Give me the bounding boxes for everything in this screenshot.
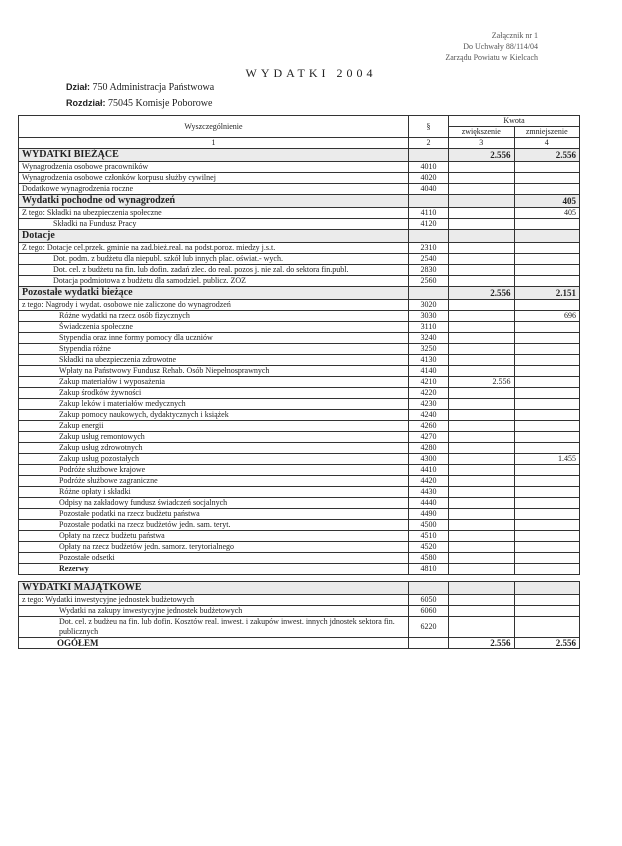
table-row xyxy=(19,553,580,564)
row-increase: 2.556 xyxy=(449,377,515,388)
row-increase xyxy=(449,208,515,219)
row-decrease xyxy=(514,162,580,173)
annex-line-2: Do Uchwały 88/114/04 xyxy=(463,42,538,51)
table-row xyxy=(19,476,580,487)
row-increase: 2.556 xyxy=(449,638,515,649)
row-paragraph: 6060 xyxy=(409,606,449,617)
row-description: Odpisy na zakładowy fundusz świadczeń socjalnych xyxy=(19,498,409,509)
row-decrease xyxy=(514,219,580,230)
section-row xyxy=(19,230,580,243)
row-paragraph: 2540 xyxy=(409,254,449,265)
table-row xyxy=(19,243,580,254)
row-description: Pozostałe podatki na rzecz budżetu państwa xyxy=(19,509,409,520)
row-increase xyxy=(449,173,515,184)
row-description: WYDATKI BIEŻĄCE xyxy=(19,149,409,162)
table-row xyxy=(19,265,580,276)
row-paragraph: 3250 xyxy=(409,344,449,355)
row-description: Świadczenia społeczne xyxy=(19,322,409,333)
row-increase xyxy=(449,595,515,606)
row-decrease xyxy=(514,388,580,399)
row-increase xyxy=(449,421,515,432)
row-increase xyxy=(449,617,515,638)
expenditure-table xyxy=(18,115,580,649)
row-increase xyxy=(449,432,515,443)
row-paragraph: 2560 xyxy=(409,276,449,287)
row-paragraph: 3110 xyxy=(409,322,449,333)
row-description: Pozostałe podatki na rzecz budżetów jedn. sam. teryt. xyxy=(19,520,409,531)
table-header-row xyxy=(19,116,580,127)
row-decrease xyxy=(514,432,580,443)
row-paragraph: 4500 xyxy=(409,520,449,531)
row-increase xyxy=(449,582,515,595)
table-row xyxy=(19,162,580,173)
row-description: Zakup energii xyxy=(19,421,409,432)
row-decrease xyxy=(514,465,580,476)
row-increase xyxy=(449,355,515,366)
table-row xyxy=(19,300,580,311)
row-description: Stypendia różne xyxy=(19,344,409,355)
row-increase xyxy=(449,465,515,476)
row-description: Wydatki pochodne od wynagrodzeń xyxy=(19,195,409,208)
row-decrease xyxy=(514,531,580,542)
row-decrease xyxy=(514,377,580,388)
row-decrease: 405 xyxy=(514,208,580,219)
row-description: Zakup leków i materiałów medycznych xyxy=(19,399,409,410)
row-decrease: 2.556 xyxy=(514,149,580,162)
row-decrease xyxy=(514,509,580,520)
row-decrease xyxy=(514,344,580,355)
row-description: Składki na ubezpieczenia zdrowotne xyxy=(19,355,409,366)
row-increase xyxy=(449,399,515,410)
row-decrease xyxy=(514,173,580,184)
row-description: Różne opłaty i składki xyxy=(19,487,409,498)
row-decrease xyxy=(514,487,580,498)
row-description: Pozostałe odsetki xyxy=(19,553,409,564)
row-increase xyxy=(449,195,515,208)
row-description: Pozostałe wydatki bieżące xyxy=(19,287,409,300)
row-description: WYDATKI MAJĄTKOWE xyxy=(19,582,409,595)
row-decrease xyxy=(514,564,580,575)
row-decrease xyxy=(514,184,580,195)
chapter-line xyxy=(66,98,212,109)
table-row xyxy=(19,322,580,333)
column-number-3: 3 xyxy=(449,138,515,149)
row-increase xyxy=(449,509,515,520)
header-decrease: zmniejszenie xyxy=(514,127,580,138)
column-number-2: 2 xyxy=(409,138,449,149)
row-paragraph: 4810 xyxy=(409,564,449,575)
row-paragraph: 4020 xyxy=(409,173,449,184)
row-increase xyxy=(449,498,515,509)
row-description: Różne wydatki na rzecz osób fizycznych xyxy=(19,311,409,322)
row-increase: 2.556 xyxy=(449,149,515,162)
row-increase xyxy=(449,388,515,399)
row-paragraph: 4280 xyxy=(409,443,449,454)
page-title: WYDATKI 2004 xyxy=(245,66,377,80)
row-description: Wynagrodzenia osobowe członków korpusu służby cywilnej xyxy=(19,173,409,184)
row-paragraph: 4270 xyxy=(409,432,449,443)
row-paragraph: 6220 xyxy=(409,617,449,638)
row-description: Dot. cel. z budżeu na fin. lub dofin. Kosztów real. inwest. i zakupów inwest. innych jdnostek sektora fin. publicznych xyxy=(19,617,409,638)
row-increase: 2.556 xyxy=(449,287,515,300)
row-decrease xyxy=(514,333,580,344)
table-row xyxy=(19,410,580,421)
row-description: Dot. cel. z budżetu na fin. lub dofin. zadań zlec. do real. pozos j. nie zal. do sektora fin.publ. xyxy=(19,265,409,276)
row-paragraph xyxy=(409,638,449,649)
row-decrease xyxy=(514,322,580,333)
row-decrease xyxy=(514,254,580,265)
row-decrease xyxy=(514,230,580,243)
row-description: z tego: Nagrody i wydat. osobowe nie zaliczone do wynagrodzeń xyxy=(19,300,409,311)
row-increase xyxy=(449,542,515,553)
row-description: Dot. podm. z budżetu dla niepubl. szkół lub innych plac. oświat.- wych. xyxy=(19,254,409,265)
division-line xyxy=(66,82,214,93)
row-increase xyxy=(449,162,515,173)
row-increase xyxy=(449,520,515,531)
row-increase xyxy=(449,443,515,454)
header-increase: zwiększenie xyxy=(449,127,515,138)
row-description: Zakup pomocy naukowych, dydaktycznych i książek xyxy=(19,410,409,421)
row-decrease xyxy=(514,595,580,606)
row-decrease xyxy=(514,476,580,487)
row-increase xyxy=(449,311,515,322)
table-row xyxy=(19,606,580,617)
row-paragraph: 4220 xyxy=(409,388,449,399)
section-row xyxy=(19,195,580,208)
row-paragraph: 4110 xyxy=(409,208,449,219)
row-increase xyxy=(449,531,515,542)
row-paragraph: 2830 xyxy=(409,265,449,276)
table-row xyxy=(19,617,580,638)
table-row xyxy=(19,399,580,410)
table-row xyxy=(19,520,580,531)
row-description: Zakup usług remontowych xyxy=(19,432,409,443)
row-description: Wpłaty na Państwowy Fundusz Rehab. Osób Niepełnosprawnych xyxy=(19,366,409,377)
annex-note xyxy=(445,30,538,63)
row-description: Zakup usług pozostałych xyxy=(19,454,409,465)
total-row xyxy=(19,638,580,649)
header-paragraph: § xyxy=(409,116,449,138)
row-decrease xyxy=(514,542,580,553)
row-paragraph: 4410 xyxy=(409,465,449,476)
row-paragraph: 4120 xyxy=(409,219,449,230)
row-description: Wydatki na zakupy inwestycyjne jednostek budżetowych xyxy=(19,606,409,617)
row-increase xyxy=(449,265,515,276)
row-increase xyxy=(449,410,515,421)
table-row xyxy=(19,465,580,476)
row-paragraph: 4260 xyxy=(409,421,449,432)
row-decrease xyxy=(514,421,580,432)
row-paragraph: 3030 xyxy=(409,311,449,322)
section-row xyxy=(19,582,580,595)
division-label: Dział: xyxy=(66,82,91,92)
chapter-label: Rozdział: xyxy=(66,98,106,108)
column-number-4: 4 xyxy=(514,138,580,149)
table-row xyxy=(19,184,580,195)
row-paragraph: 4490 xyxy=(409,509,449,520)
row-paragraph: 4140 xyxy=(409,366,449,377)
row-paragraph: 2310 xyxy=(409,243,449,254)
table-row xyxy=(19,509,580,520)
row-description: Zakup usług zdrowotnych xyxy=(19,443,409,454)
row-description: Podróże służbowe krajowe xyxy=(19,465,409,476)
table-row xyxy=(19,344,580,355)
row-description: OGÓŁEM xyxy=(19,638,409,649)
row-decrease xyxy=(514,606,580,617)
chapter-value: 75045 Komisje Poborowe xyxy=(108,98,213,109)
row-increase xyxy=(449,243,515,254)
table-row xyxy=(19,498,580,509)
row-paragraph: 4440 xyxy=(409,498,449,509)
row-description: Dotacja podmiotowa z budżetu dla samodziel. publicz. ZOZ xyxy=(19,276,409,287)
table-gap-row xyxy=(19,575,580,582)
row-paragraph: 6050 xyxy=(409,595,449,606)
table-row xyxy=(19,377,580,388)
table-row xyxy=(19,276,580,287)
table-row xyxy=(19,564,580,575)
row-decrease: 405 xyxy=(514,195,580,208)
row-decrease xyxy=(514,276,580,287)
row-decrease xyxy=(514,410,580,421)
row-decrease xyxy=(514,498,580,509)
row-paragraph xyxy=(409,582,449,595)
row-increase xyxy=(449,564,515,575)
row-increase xyxy=(449,454,515,465)
table-row xyxy=(19,531,580,542)
section-row xyxy=(19,149,580,162)
row-paragraph: 4430 xyxy=(409,487,449,498)
row-description: Stypendia oraz inne formy pomocy dla uczniów xyxy=(19,333,409,344)
row-paragraph: 4040 xyxy=(409,184,449,195)
row-description: Składki na Fundusz Pracy xyxy=(19,219,409,230)
row-decrease xyxy=(514,582,580,595)
table-row xyxy=(19,366,580,377)
row-decrease xyxy=(514,443,580,454)
table-row xyxy=(19,388,580,399)
row-description: Z tego: Składki na ubezpieczenia społeczne xyxy=(19,208,409,219)
row-increase xyxy=(449,333,515,344)
table-row xyxy=(19,421,580,432)
row-decrease: 696 xyxy=(514,311,580,322)
row-paragraph: 3020 xyxy=(409,300,449,311)
table-row xyxy=(19,219,580,230)
row-paragraph: 4520 xyxy=(409,542,449,553)
gap-cell xyxy=(19,575,580,582)
row-paragraph: 4510 xyxy=(409,531,449,542)
row-description: Opłaty na rzecz budżetów jedn. samorz. terytorialnego xyxy=(19,542,409,553)
row-increase xyxy=(449,322,515,333)
row-paragraph: 4300 xyxy=(409,454,449,465)
row-decrease xyxy=(514,366,580,377)
table-row xyxy=(19,595,580,606)
row-decrease xyxy=(514,617,580,638)
table-row xyxy=(19,542,580,553)
row-paragraph: 4210 xyxy=(409,377,449,388)
table-row xyxy=(19,333,580,344)
row-paragraph: 4130 xyxy=(409,355,449,366)
row-decrease xyxy=(514,399,580,410)
row-decrease xyxy=(514,553,580,564)
row-paragraph xyxy=(409,195,449,208)
row-decrease xyxy=(514,243,580,254)
row-increase xyxy=(449,300,515,311)
table-row xyxy=(19,443,580,454)
annex-line-1: Załącznik nr 1 xyxy=(491,31,538,40)
row-increase xyxy=(449,219,515,230)
header-description: Wyszczególnienie xyxy=(19,116,409,138)
row-description: Wynagrodzenia osobowe pracowników xyxy=(19,162,409,173)
row-increase xyxy=(449,230,515,243)
row-description: Opłaty na rzecz budżetu państwa xyxy=(19,531,409,542)
row-description: Dodatkowe wynagrodzenia roczne xyxy=(19,184,409,195)
row-increase xyxy=(449,276,515,287)
row-decrease: 2.556 xyxy=(514,638,580,649)
row-increase xyxy=(449,254,515,265)
row-increase xyxy=(449,487,515,498)
row-decrease: 2.151 xyxy=(514,287,580,300)
table-row xyxy=(19,432,580,443)
row-description: z tego: Wydatki inwestycyjne jednostek budżetowych xyxy=(19,595,409,606)
row-paragraph: 4580 xyxy=(409,553,449,564)
row-description: Zakup materiałów i wyposażenia xyxy=(19,377,409,388)
annex-line-3: Zarządu Powiatu w Kielcach xyxy=(445,53,538,62)
header-amount: Kwota xyxy=(449,116,580,127)
division-value: 750 Administracja Państwowa xyxy=(92,82,215,93)
row-paragraph: 4420 xyxy=(409,476,449,487)
table-row xyxy=(19,311,580,322)
row-increase xyxy=(449,344,515,355)
row-paragraph xyxy=(409,287,449,300)
table-row xyxy=(19,487,580,498)
row-decrease: 1.455 xyxy=(514,454,580,465)
row-increase xyxy=(449,366,515,377)
row-increase xyxy=(449,476,515,487)
row-paragraph: 4240 xyxy=(409,410,449,421)
row-description: Rezerwy xyxy=(19,564,409,575)
row-decrease xyxy=(514,355,580,366)
row-paragraph: 3240 xyxy=(409,333,449,344)
row-increase xyxy=(449,184,515,195)
table-row xyxy=(19,208,580,219)
table-row xyxy=(19,254,580,265)
row-description: Podróże służbowe zagraniczne xyxy=(19,476,409,487)
row-decrease xyxy=(514,520,580,531)
column-number-1: 1 xyxy=(19,138,409,149)
row-paragraph: 4230 xyxy=(409,399,449,410)
section-row xyxy=(19,287,580,300)
row-paragraph: 4010 xyxy=(409,162,449,173)
row-decrease xyxy=(514,265,580,276)
row-description: Zakup środków żywności xyxy=(19,388,409,399)
row-decrease xyxy=(514,300,580,311)
table-row xyxy=(19,454,580,465)
row-description: Z tego: Dotacje cel.przek. gminie na zad.bież.real. na podst.poroz. miedzy j.s.t. xyxy=(19,243,409,254)
column-number-row xyxy=(19,138,580,149)
table-row xyxy=(19,355,580,366)
row-increase xyxy=(449,553,515,564)
row-increase xyxy=(449,606,515,617)
row-description: Dotacje xyxy=(19,230,409,243)
row-paragraph xyxy=(409,230,449,243)
table-row xyxy=(19,173,580,184)
row-paragraph xyxy=(409,149,449,162)
